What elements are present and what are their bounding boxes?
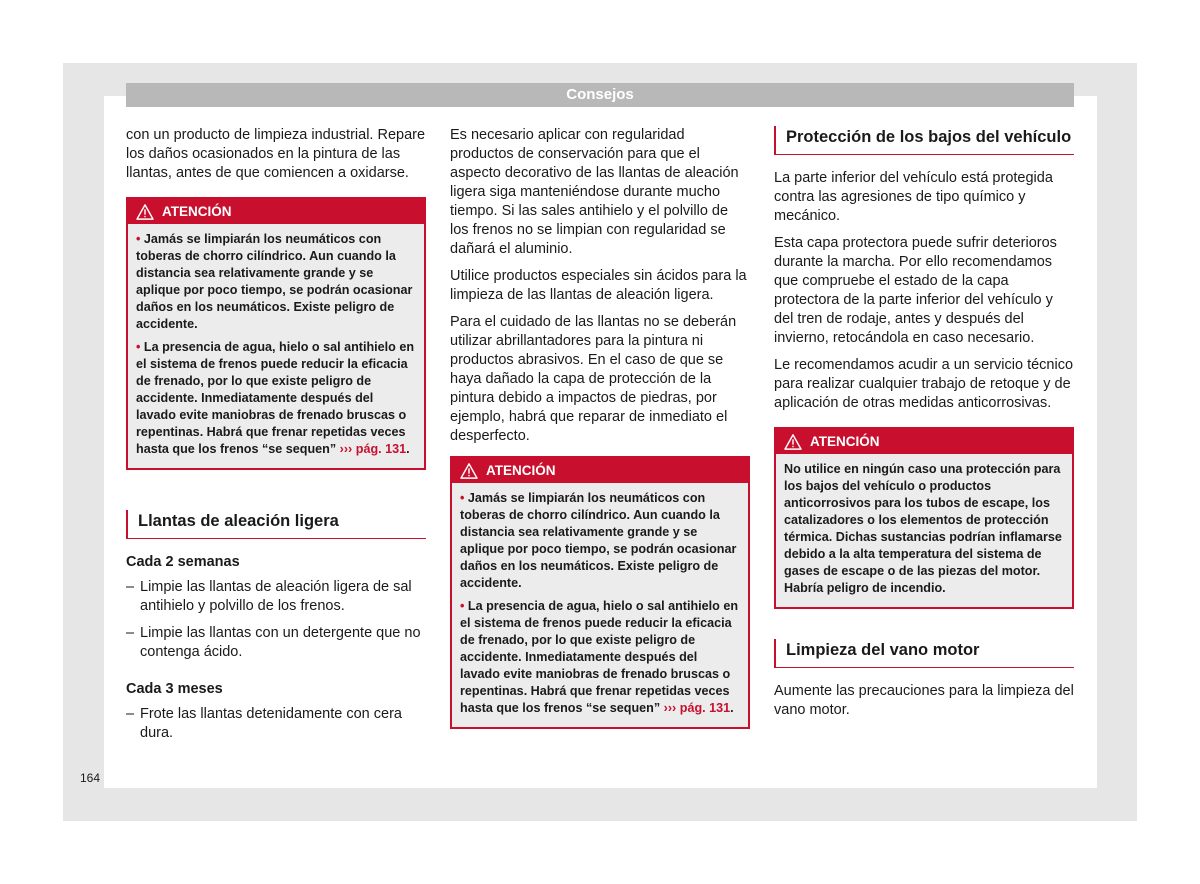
intro-paragraph: con un producto de limpieza industrial. Repare los daños ocasionados en la pintura de las llantas, antes de que comiencen a oxidarse. xyxy=(126,127,426,181)
bullet-icon: • xyxy=(460,599,465,613)
list-item: – Limpie las llantas con un detergente que no contenga ácido. xyxy=(126,625,421,660)
bullet-icon: • xyxy=(460,491,465,505)
paragraph: Esta capa protectora puede sufrir deterioros durante la marcha. Por ello recomendamos que compruebe el estado de la capa protectora de la parte inferior del vehículo y del tren de rodaje, antes y después del invierno, retocándola en caso necesario. xyxy=(774,235,1057,346)
warning-body xyxy=(452,483,748,727)
warning-icon xyxy=(136,204,154,220)
bullet-icon: • xyxy=(136,232,141,246)
page-number: 164 xyxy=(80,771,101,785)
warning-header xyxy=(128,199,424,224)
warning-header xyxy=(452,458,748,483)
warning-item: No utilice en ningún caso una protección para los bajos del vehículo o productos anticorrosivos para los tubos de escape, los catalizadores o los elementos de protección térmica. Dichas sustancias podrían inflamarse debido a la alta temperatura del sistema de gases de escape o de las piezas del motor. Habría peligro de incendio. xyxy=(784,462,1062,595)
paragraph: Aumente las precauciones para la limpieza del vano motor. xyxy=(774,683,1074,718)
paragraph: Es necesario aplicar con regularidad productos de conservación para que el aspecto decorativo de las llantas de aleación ligera siga manteniéndose durante mucho tiempo. Si las sales antihielo y el polvillo de los frenos no se limpian con regularidad se dañará el aluminio. xyxy=(450,127,739,257)
page-reference-link[interactable]: ››› pág. 131 xyxy=(663,701,731,715)
warning-label: ATENCIÓN xyxy=(486,463,556,478)
list-item: – Frote las llantas detenidamente con cera dura. xyxy=(126,706,402,741)
column-3 xyxy=(774,126,1074,728)
dash-icon: – xyxy=(126,706,135,722)
warning-box xyxy=(774,427,1074,609)
paragraph: Utilice productos especiales sin ácidos para la limpieza de las llantas de aleación ligera. xyxy=(450,268,747,303)
subheading-3-months: Cada 3 meses xyxy=(126,681,223,697)
page-reference-link[interactable]: ››› pág. 131 xyxy=(339,442,407,456)
subheading-2-weeks: Cada 2 semanas xyxy=(126,554,240,570)
paragraph: Para el cuidado de las llantas no se deberán utilizar abrillantadores para la pintura ni productos abrasivos. En el caso de que se haya dañado la capa de protección de la pintura debido a impactos de piedras, por ejemplo, habrá que reparar de inmediato el desperfecto. xyxy=(450,314,737,444)
section-title-bajos: Protección de los bajos del vehículo xyxy=(774,126,1074,155)
warning-body xyxy=(128,224,424,468)
warning-icon xyxy=(460,463,478,479)
paragraph: La parte inferior del vehículo está protegida contra las agresiones de tipo químico y mecánico. xyxy=(774,170,1053,224)
warning-item: • La presencia de agua, hielo o sal antihielo en el sistema de frenos puede reducir la eficacia de frenado, por lo que existe peligro de accidente. Inmediatamente después del lavado evite maniobras de frenado bruscas o repentinas. Habrá que frenar repetidas veces hasta que los frenos “se sequen” ››› pág. 131. xyxy=(460,599,739,715)
warning-icon xyxy=(784,434,802,450)
warning-item: • La presencia de agua, hielo o sal antihielo en el sistema de frenos puede reducir la eficacia de frenado, por lo que existe peligro de accidente. Inmediatamente después del lavado evite maniobras de frenado bruscas o repentinas. Habrá que frenar repetidas veces hasta que los frenos “se sequen” ››› pág. 131. xyxy=(136,340,415,456)
warning-label: ATENCIÓN xyxy=(810,434,880,449)
warning-body xyxy=(776,454,1072,607)
section-title-llantas: Llantas de aleación ligera xyxy=(126,510,426,539)
section-header: Consejos xyxy=(126,83,1074,107)
warning-box xyxy=(126,197,426,470)
column-1 xyxy=(126,126,426,751)
dash-icon: – xyxy=(126,625,135,641)
warning-header xyxy=(776,429,1072,454)
warning-item: • Jamás se limpiarán los neumáticos con toberas de chorro cilíndrico. Aun cuando la distancia sea relativamente grande y se aplique por poco tiempo, se podrán ocasionar daños en los neumáticos. Existe peligro de accidente. xyxy=(460,491,737,590)
bullet-icon: • xyxy=(136,340,141,354)
dash-icon: – xyxy=(126,579,135,595)
warning-item: • Jamás se limpiarán los neumáticos con toberas de chorro cilíndrico. Aun cuando la distancia sea relativamente grande y se aplique por poco tiempo, se podrán ocasionar daños en los neumáticos. Existe peligro de accidente. xyxy=(136,232,413,331)
section-title-vano-motor: Limpieza del vano motor xyxy=(774,639,1074,668)
warning-box xyxy=(450,456,750,729)
warning-label: ATENCIÓN xyxy=(162,204,232,219)
paragraph: Le recomendamos acudir a un servicio técnico para realizar cualquier trabajo de retoque y de aplicación de otras medidas anticorrosivas. xyxy=(774,357,1074,411)
list-item: – Limpie las llantas de aleación ligera de sal antihielo y polvillo de los frenos. xyxy=(126,579,412,614)
column-2 xyxy=(450,126,750,729)
